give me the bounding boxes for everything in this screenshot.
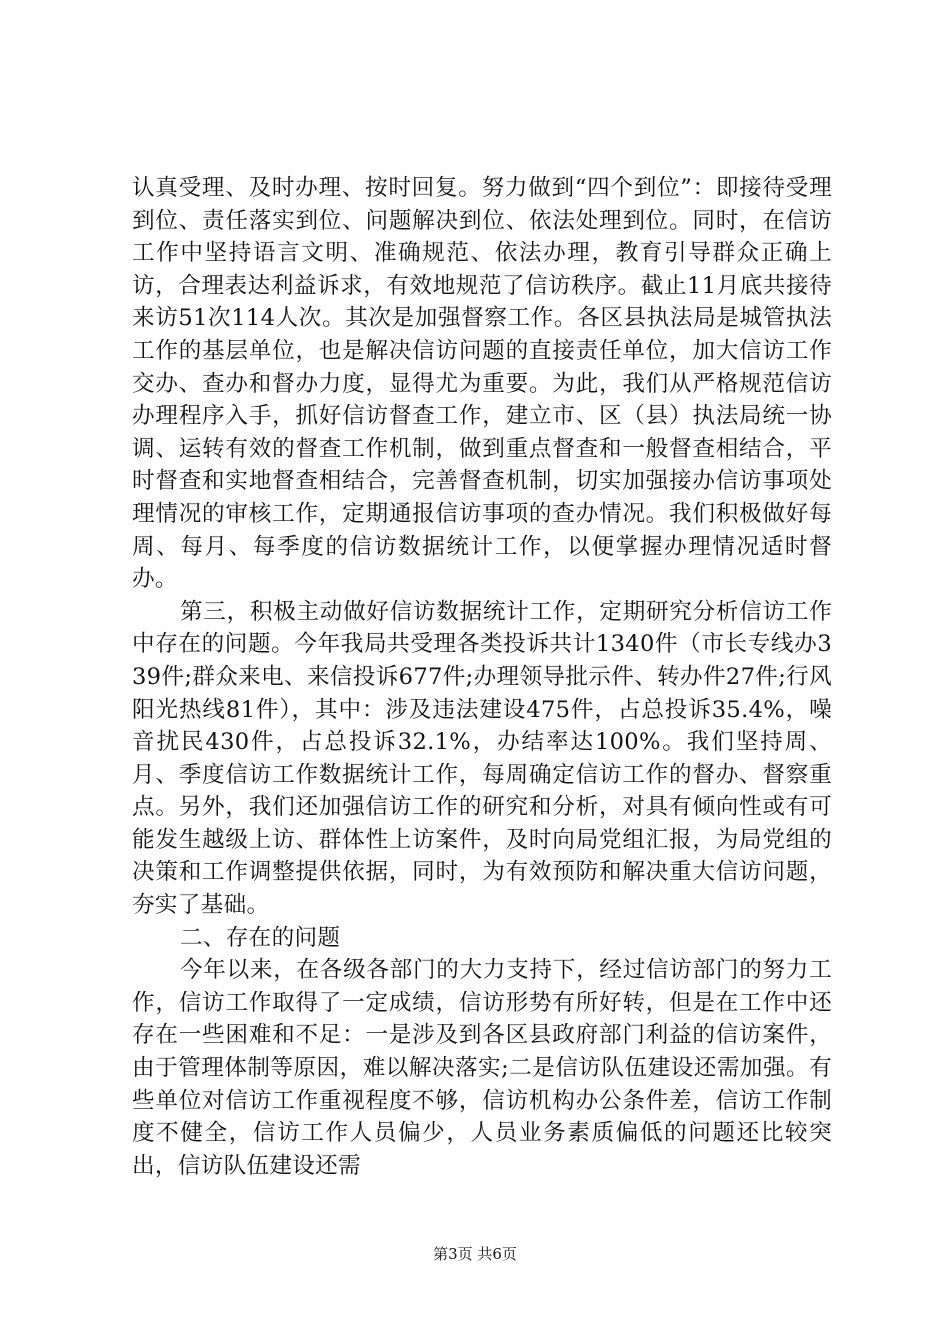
section-heading-problems: 二、存在的问题 [180, 924, 341, 951]
document-body [132, 172, 832, 1182]
page-number-footer: 第3页 共6页 [433, 1245, 517, 1263]
paragraph-problems: 今年以来，在各级各部门的大力支持下，经过信访部门的努力工作，信访工作取得了一定成绩，信访形势有所好转，但是在工作中还存在一些困难和不足：一是涉及到各区县政府部门利益的信访案件，由于管理体制等原因，难以解决落实;二是信访队伍建设还需加强。有些单位对信访工作重视程度不够，信访机构办公条件差，信访工作制度不健全，信访工作人员偏少，人员业务素质偏低的问题还比较突出，信访队伍建设还需 [132, 957, 832, 1179]
paragraph-continued: 认真受理、及时办理、按时回复。努力做到“四个到位”：即接待受理到位、责任落实到位、问题解决到位、依法处理到位。同时，在信访工作中坚持语言文明、准确规范、依法办理，教育引导群众正确上访，合理表达利益诉求，有效地规范了信访秩序。截止11月底共接待来访51次114人次。其次是加强督察工作。各区县执法局是城管执法工作的基层单位，也是解决信访问题的直接责任单位，加大信访工作交办、查办和督办力度，显得尤为重要。为此，我们从严格规范信访办理程序入手，抓好信访督查工作，建立市、区（县）执法局统一协调、运转有效的督查工作机制，做到重点督查和一般督查相结合，平时督查和实地督查相结合，完善督查机制，切实加强接办信访事项处理情况的审核工作，定期通报信访事项的查办情况。我们积极做好每周、每月、每季度的信访数据统计工作，以便掌握办理情况适时督办。 [132, 175, 832, 593]
paragraph-third-point: 第三，积极主动做好信访数据统计工作，定期研究分析信访工作中存在的问题。今年我局共受理各类投诉共计1340件（市长专线办339件;群众来电、来信投诉677件;办理领导批示件、转办件27件;行风阳光热线81件），其中：涉及违法建设475件，占总投诉35.4%，噪音扰民430件，占总投诉32.1%，办结率达100%。我们坚持周、月、季度信访工作数据统计工作，每周确定信访工作的督办、督察重点。另外，我们还加强信访工作的研究和分析，对具有倾向性或有可能发生越级上访、群体性上访案件，及时向局党组汇报，为局党组的决策和工作调整提供依据，同时，为有效预防和解决重大信访问题，夯实了基础。 [132, 598, 832, 919]
